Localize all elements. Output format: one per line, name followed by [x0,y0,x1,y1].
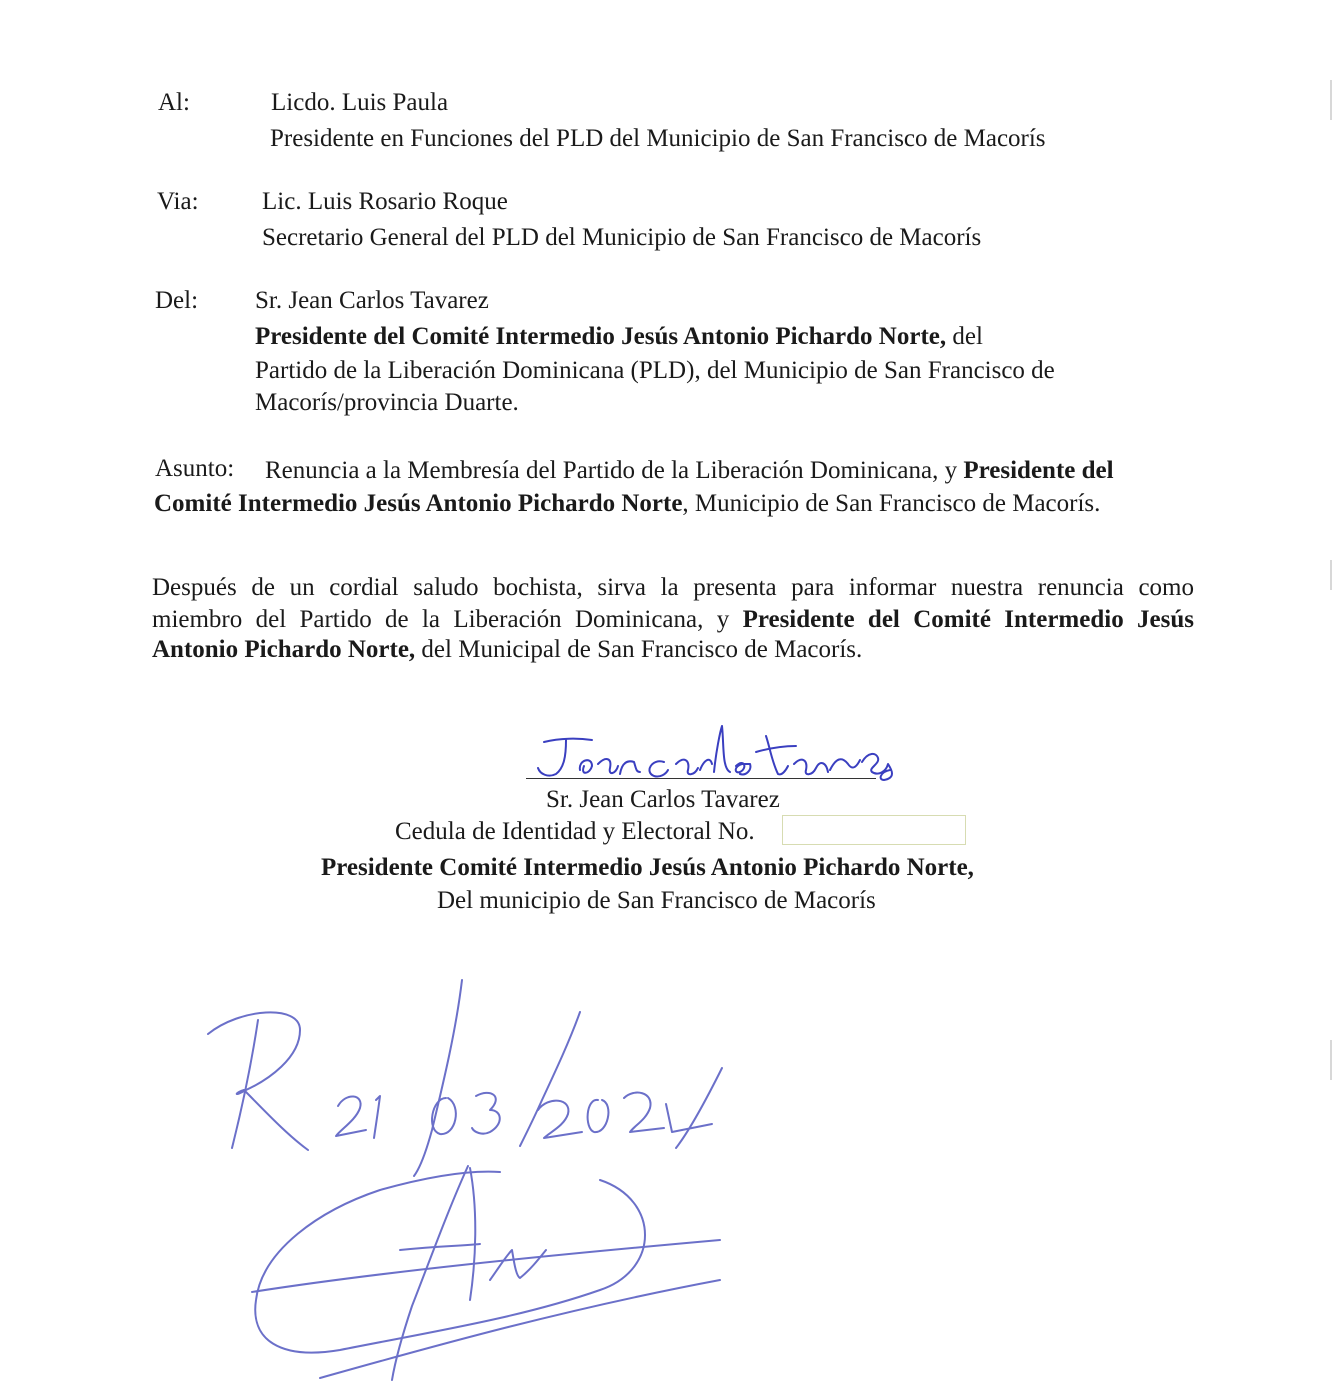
asunto-text1: Renuncia a la Membresía del Partido de la Liberación Dominicana, y [265,457,964,484]
body-line1-text: Después de un cordial saludo bochista, sirva la presenta para informar nuestra renuncia como [152,574,1194,601]
body-line3-bold: Antonio Pichardo Norte, [152,636,416,663]
signer-name: Sr. Jean Carlos Tavarez [546,786,780,813]
via-name: Lic. Luis Rosario Roque [262,188,508,215]
al-name: Licdo. Luis Paula [271,89,449,116]
del-title-rest: del [946,323,983,350]
signer-role: Presidente Comité Intermedio Jesús Antonio Pichardo Norte, [321,854,974,881]
asunto-label: Asunto: [155,455,235,482]
del-name: Sr. Jean Carlos Tavarez [255,287,489,314]
al-label: Al: [158,89,190,116]
via-title: Secretario General del PLD del Municipio de San Francisco de Macorís [262,224,982,251]
via-label: Via: [157,188,199,215]
del-title-bold: Presidente del Comité Intermedio Jesús Antonio Pichardo Norte, [255,323,947,350]
asunto-bold2: Comité Intermedio Jesús Antonio Pichardo Norte [154,490,683,517]
id-label: Cedula de Identidad y Electoral No. [395,818,755,845]
signer-municipality: Del municipio de San Francisco de Macorís [437,887,876,914]
body-line2-bold: Presidente del Comité Intermedio Jesús [742,606,1194,633]
del-line3: Partido de la Liberación Dominicana (PLD), del Municipio de San Francisco de [255,357,1055,384]
al-title: Presidente en Funciones del PLD del Municipio de San Francisco de Macorís [270,125,1046,152]
del-label: Del: [155,287,199,314]
del-line4: Macorís/provincia Duarte. [255,389,519,416]
body-line3-text: del Municipal de San Francisco de Macorís. [415,636,863,663]
asunto-bold1: Presidente del [963,457,1114,484]
body-line2-text: miembro del Partido de la Liberación Dominicana, y [152,606,743,633]
asunto-text2: , Municipio de San Francisco de Macorís. [682,490,1101,517]
